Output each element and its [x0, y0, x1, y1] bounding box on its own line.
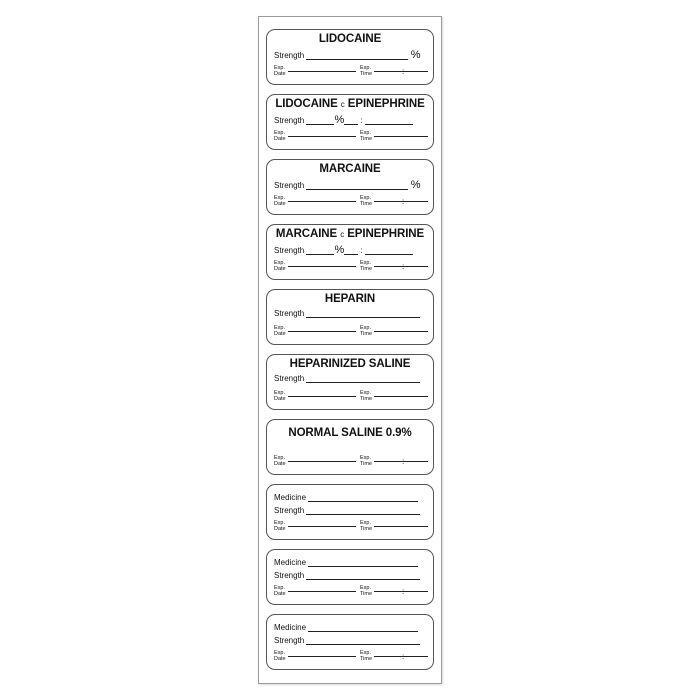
ratio-line-b: [365, 124, 413, 125]
label-title: LIDOCAINE c EPINEPHRINE: [275, 98, 425, 110]
strength-line: [306, 514, 420, 515]
exp-date-line: [288, 136, 356, 137]
strength-label: Strength: [274, 506, 305, 515]
exp-date-line: [288, 461, 356, 462]
label-lidocaine-epinephrine: LIDOCAINE c EPINEPHRINE Strength % : Exp. Date Exp. Time: [266, 94, 434, 150]
exp-time-line: [374, 656, 428, 657]
medicine-line: [308, 501, 418, 502]
label-title: MARCAINE: [319, 163, 381, 175]
exp-time-line: [374, 266, 428, 267]
ratio-line-a: [344, 254, 358, 255]
exp-time-label-line1: Exp.: [360, 65, 372, 71]
label-heparinized-saline: HEPARINIZED SALINE Strength Exp. Date Exp. Time: [266, 354, 434, 410]
label-title: HEPARINIZED SALINE: [289, 358, 411, 370]
ratio-line-b: [365, 254, 413, 255]
ratio-line-a: [344, 124, 358, 125]
strength-label: Strength: [274, 116, 305, 125]
exp-time-line: [374, 526, 428, 527]
exp-date-line: [288, 201, 356, 202]
medicine-label: Medicine: [274, 558, 307, 567]
medicine-line: [308, 631, 418, 632]
exp-date-line: [288, 656, 356, 657]
strength-label: Strength: [274, 181, 305, 190]
strength-label: Strength: [274, 571, 305, 580]
percent-sign: %: [334, 114, 345, 126]
label-blank-medicine: Medicine Strength Exp. Date Exp. Time: [266, 484, 434, 540]
label-normal-saline: NORMAL SALINE 0.9% Exp. Date Exp. Time :: [266, 419, 434, 475]
ratio-colon: :: [360, 246, 363, 255]
label-title: LIDOCAINE: [318, 33, 382, 45]
exp-date-label-line2: Date: [274, 70, 286, 77]
label-sheet: [258, 16, 442, 684]
strength-line: [306, 124, 334, 125]
exp-date-line: [288, 396, 356, 397]
exp-time-line: [374, 331, 428, 332]
exp-time-line: [374, 201, 428, 202]
strength-line: [306, 644, 420, 645]
label-marcaine-epinephrine: MARCAINE c EPINEPHRINE Strength % : Exp. Date Exp. Time :: [266, 224, 434, 280]
exp-date-label-line1: Exp.: [274, 65, 286, 71]
exp-time-line: [374, 461, 428, 462]
label-title: NORMAL SALINE 0.9%: [288, 427, 412, 439]
exp-time-label-line2: Time: [360, 70, 373, 77]
exp-time-line: [374, 136, 428, 137]
exp-time-line: [374, 396, 428, 397]
strength-line: [306, 382, 420, 383]
ratio-colon: :: [360, 116, 363, 125]
strength-line: [306, 59, 408, 60]
label-title: HEPARIN: [324, 293, 376, 305]
medicine-label: Medicine: [274, 623, 307, 632]
percent-sign: %: [334, 244, 345, 256]
strength-line: [306, 317, 420, 318]
label-title: MARCAINE c EPINEPHRINE: [275, 228, 425, 240]
strength-label: Strength: [274, 246, 305, 255]
medicine-label: Medicine: [274, 493, 307, 502]
percent-sign: %: [410, 49, 421, 61]
strength-line: [306, 254, 334, 255]
strength-label: Strength: [274, 636, 305, 645]
percent-sign: %: [410, 179, 421, 191]
medicine-line: [308, 566, 418, 567]
exp-time-line: [374, 591, 428, 592]
exp-date-line: [288, 71, 356, 72]
label-heparin: HEPARIN Strength Exp. Date Exp. Time: [266, 289, 434, 345]
strength-line: [306, 579, 420, 580]
strength-label: Strength: [274, 374, 305, 383]
exp-date-line: [288, 266, 356, 267]
strength-label: Strength: [274, 309, 305, 318]
label-blank-medicine: Medicine Strength Exp. Date Exp. Time :: [266, 614, 434, 670]
strength-label: Strength: [274, 51, 305, 60]
time-colon: :: [402, 67, 405, 76]
label-blank-medicine: Medicine Strength Exp. Date Exp. Time :: [266, 549, 434, 605]
exp-date-line: [288, 526, 356, 527]
strength-line: [306, 189, 408, 190]
label-lidocaine: [266, 29, 434, 85]
label-marcaine: MARCAINE Strength % Exp. Date Exp. Time :: [266, 159, 434, 215]
exp-date-line: [288, 331, 356, 332]
exp-time-line: [374, 71, 428, 72]
exp-date-line: [288, 591, 356, 592]
